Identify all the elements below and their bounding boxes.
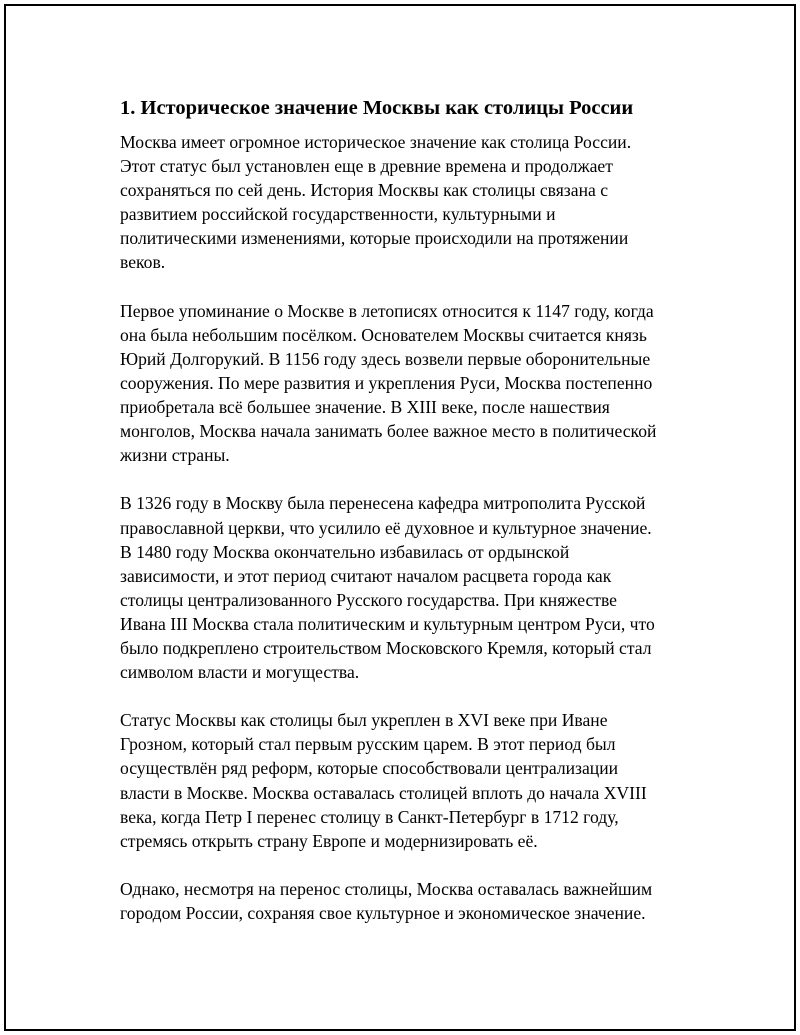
paragraph-1: Москва имеет огромное историческое значение как столица России. Этот статус был установлен еще в древние времена и продолжает сохраняться по сей день. История Москвы как столицы связана с развитием российской государственности, культурными и политическими изменениями, которые происходили на протяжении веков. xyxy=(120,132,632,273)
paragraph-3: В 1326 году в Москву была перенесена кафедра митрополита Русской православной церкви, что усилило её духовное и культурное значение. В 1480 году Москва окончательно избавилась от ордынской зависимости, и этот период считают началом расцвета города как столицы централизованного Русского государства. При княжестве Ивана III Москва стала политическим и культурным центром Руси, что было подкреплено строительством Московского Кремля, который стал символом власти и могущества. xyxy=(120,493,655,683)
paragraph-2: Первое упоминание о Москве в летописях относится к 1147 году, когда она была небольшим посёлком. Основателем Москвы считается князь Юрий Долгорукий. В 1156 году здесь возвели первые оборонительные сооружения. По мере развития и укрепления Руси, Москва постепенно приобретала всё большее значение. В XIII веке, после нашествия монголов, Москва начала занимать более важное место в политической жизни страны. xyxy=(120,300,657,466)
document-body xyxy=(120,94,700,925)
document-page xyxy=(4,4,796,1031)
section-title: 1. Историческое значение Москвы как столицы России xyxy=(120,97,634,119)
paragraph-4: Статус Москвы как столицы был укреплен в XVI веке при Иване Грозном, который стал первым русским царем. В этот период был осуществлён ряд реформ, которые способствовали централизации власти в Москве. Москва оставалась столицей вплоть до начала XVIII века, когда Петр I перенес столицу в Санкт-Петербург в 1712 году, стремясь открыть страну Европе и модернизировать её. xyxy=(120,710,647,851)
paragraph-5: Однако, несмотря на перенос столицы, Москва оставалась важнейшим городом России, сохраняя свое культурное и экономическое значение. xyxy=(120,878,653,923)
